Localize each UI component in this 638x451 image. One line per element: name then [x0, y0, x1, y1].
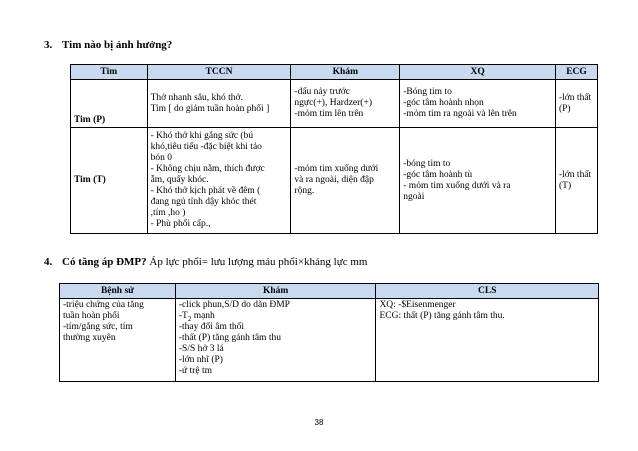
cell-line: -lớn thất [558, 169, 592, 180]
cell-line: - Khó thở kịch phát về đêm ( [150, 186, 261, 196]
cell-line: -góc tâm hoành tù [403, 169, 473, 180]
t2-suffix: mạnh [191, 311, 215, 321]
cell-line: -lớn thất [558, 92, 592, 103]
ecg-cell [555, 128, 597, 234]
section-4-number: 4. [44, 256, 53, 268]
cell-line: - Khó thở khi gắng sức (bú [150, 131, 254, 141]
kham-cell [175, 299, 376, 382]
cell-line: (T) [558, 180, 572, 191]
table-row [71, 80, 598, 128]
header-benh-su: Bệnh sử [60, 284, 176, 299]
cell-line: khó,tiêu tiểu -đặc biệt khi tảo [150, 142, 262, 152]
cell-line: -mỏm tim ra ngoài và lên trên [403, 109, 517, 119]
header-kham: Khám [291, 65, 400, 80]
section-3-heading [44, 39, 172, 51]
cell-line: -mỏm tim lên trên [294, 109, 364, 119]
cell-line: - Không chịu nằm, thích được [150, 164, 265, 174]
cell-line [179, 311, 373, 322]
cell-line: và ra ngoài, diện đập [294, 175, 374, 185]
cell-line: -thất (P) tăng gánh tâm thu [178, 333, 281, 343]
cell-line: -tím/gắng sức, tím [63, 322, 133, 332]
cell-line: bón 0 [150, 153, 172, 163]
cell-line: - Phù phổi cấp., [150, 219, 211, 229]
row-label: Tim (T) [71, 128, 148, 234]
t2-subscript: 2 [187, 314, 192, 323]
xq-cell [400, 128, 556, 234]
heart-affected-table [70, 64, 598, 234]
cell-line: -mỏm tim xuống dưới [294, 164, 379, 174]
cell-line: -lớn nhĩ (P) [178, 355, 223, 365]
header-kham: Khám [175, 284, 376, 299]
header-tccn: TCCN [147, 65, 291, 80]
cell-line: Thở nhanh sâu, khó thở. [150, 92, 243, 103]
cell-line: rộng. [294, 186, 315, 196]
cell-line: Tim [ do giảm tuần hoàn phổi ] [150, 103, 270, 114]
section-3-title: Tim nào bị ảnh hưởng? [62, 39, 173, 51]
t2-prefix: -T [178, 311, 188, 321]
header-ecg: ECG [555, 65, 597, 80]
tccn-cell [147, 80, 291, 128]
kham-cell [291, 128, 400, 234]
kham-cell [291, 80, 400, 128]
cell-line: ẵm, quấy khóc. [150, 175, 209, 185]
section-3-number: 3. [44, 39, 53, 51]
tccn-cell [147, 128, 291, 234]
cell-line: -góc tâm hoành nhọn [403, 98, 484, 108]
cell-line: ECG: thất (P) tăng gánh tâm thu. [379, 311, 505, 321]
ecg-cell [555, 80, 597, 128]
table-header-row [60, 284, 599, 299]
cell-line: ,tím ,ho ) [150, 208, 186, 218]
cell-line: -thay đổi âm thổi [178, 322, 245, 332]
header-tim: Tim [71, 65, 148, 80]
page-number: 38 [314, 418, 324, 427]
table-header-row [71, 65, 598, 80]
cls-cell [376, 299, 599, 382]
table-row [71, 128, 598, 234]
cell-line: -Bóng tim to [403, 87, 452, 97]
xq-cell [400, 80, 556, 128]
cell-line: thường xuyên [63, 333, 116, 343]
cell-line: -S/S hở 3 lá [178, 344, 224, 354]
header-xq: XQ [400, 65, 556, 80]
cell-line: -click phun,S/D do dãn ĐMP [178, 300, 290, 310]
cell-line: -ứ trệ tm [178, 366, 212, 376]
section-4-heading [44, 256, 367, 268]
benh-su-cell [60, 299, 176, 382]
row-label: Tim (P) [71, 80, 148, 128]
cell-line: ngoài [403, 191, 425, 202]
cell-line: -dấu nảy trước [294, 87, 350, 97]
cell-line: tuần hoàn phổi [63, 311, 120, 321]
cell-line: XQ: -$Eisenmenger [379, 300, 456, 310]
cell-line: - mỏm tim xuống dưới và ra [403, 180, 511, 191]
cell-line: (P) [558, 103, 571, 114]
header-cls: CLS [376, 284, 599, 299]
cell-line: -bóng tim to [403, 158, 451, 169]
table-row [60, 299, 599, 382]
cell-line: -triệu chứng của tăng [63, 300, 144, 310]
cell-line: ngực(+), Hardzer(+) [294, 98, 372, 108]
cell-line: đang ngủ tỉnh dậy khóc thét [150, 197, 257, 207]
section-4-formula: Áp lực phổi= lưu lượng máu phổi×kháng lực mm [146, 256, 368, 268]
pulmonary-hypertension-table [59, 283, 599, 382]
section-4-title: Có tăng áp ĐMP? [62, 256, 147, 268]
